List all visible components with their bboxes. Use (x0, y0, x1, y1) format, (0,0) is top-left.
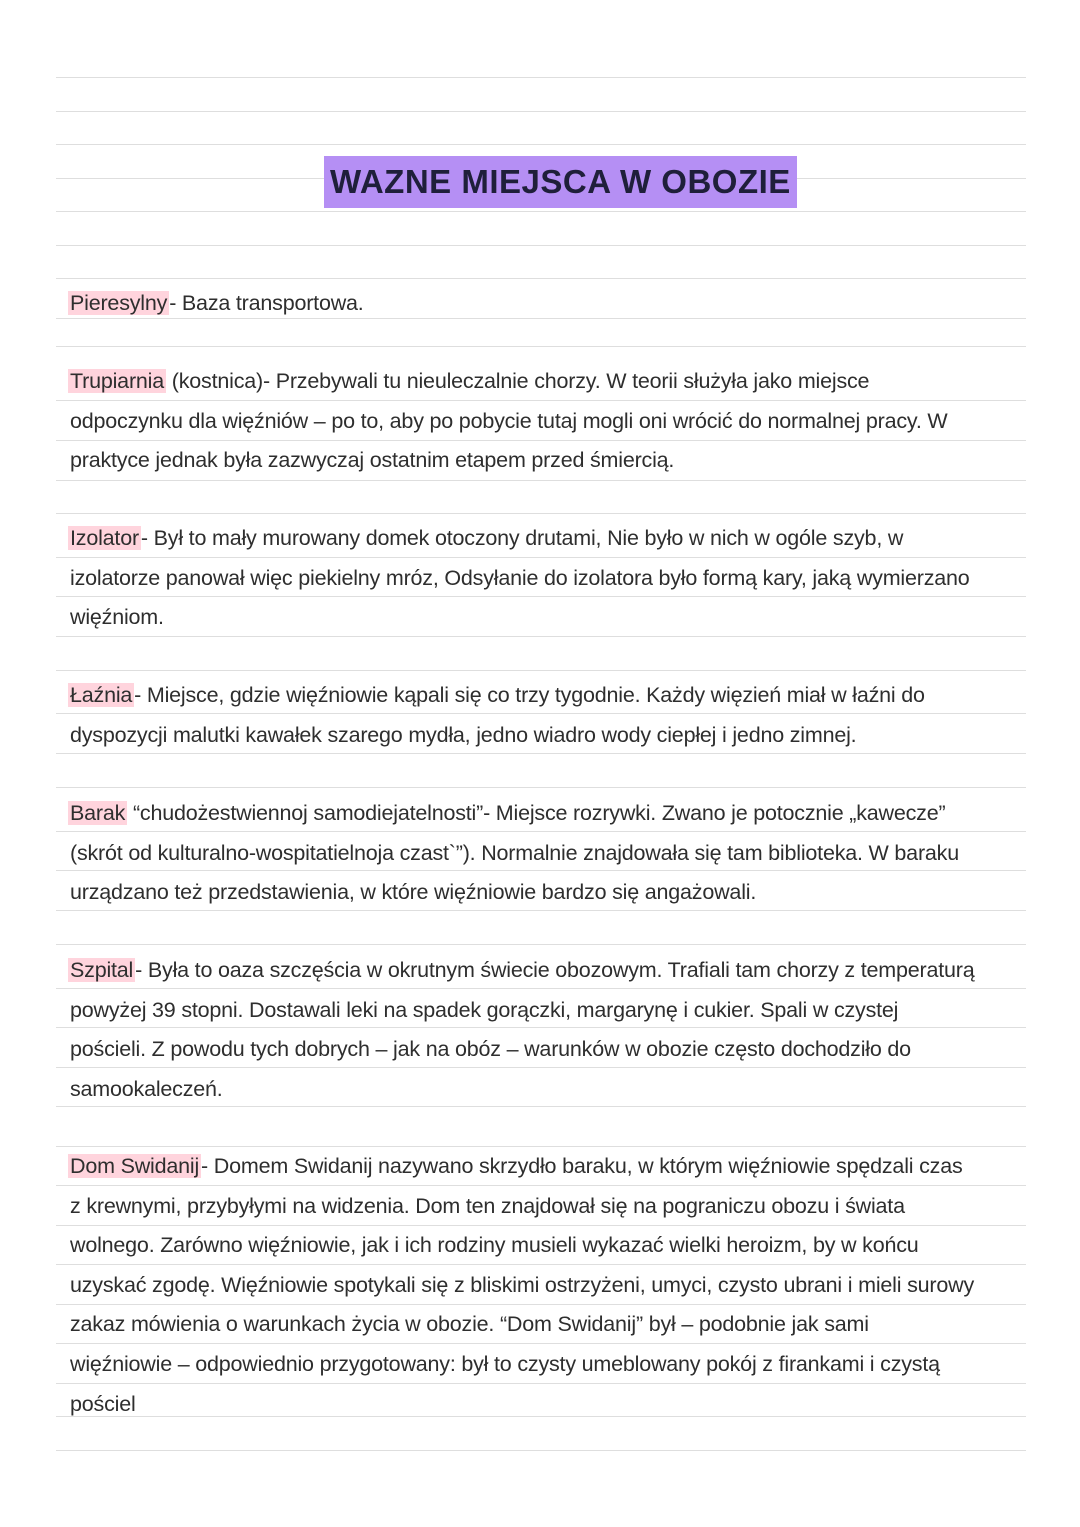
ruled-line (56, 245, 1026, 246)
ruled-line (56, 944, 1026, 945)
ruled-line (56, 670, 1026, 671)
ruled-line (56, 111, 1026, 112)
entry-pieresylny (70, 284, 975, 324)
ruled-line (56, 346, 1026, 347)
entry-term: Barak (70, 801, 126, 825)
ruled-line (56, 77, 1026, 78)
entry-term: Łaźnia (70, 683, 133, 707)
ruled-line (56, 144, 1026, 145)
entry-term: Trupiarnia (70, 369, 164, 393)
entry-barak (70, 794, 975, 913)
entry-text: “chudożestwiennoj samodiejatelnosti”- Miejsce rozrywki. Zwano je potocznie „kawecze” (skrót od kulturalno-wospitatielnoja czast`”). Normalnie znajdowała się tam biblioteka. W baraku urządzano też przedstawienia, w które więźniowie bardzo się angażowali. (70, 801, 959, 905)
entry-term: Pieresylny (70, 291, 168, 315)
entry-text: - Był to mały murowany domek otoczony drutami, Nie było w nich w ogóle szyb, w izolatorze panował więc piekielny mróz, Odsyłanie do izolatora było formą kary, jaką wymierzano więźniom. (70, 526, 970, 630)
ruled-line (56, 278, 1026, 279)
ruled-line (56, 211, 1026, 212)
ruled-line (56, 1450, 1026, 1451)
entry-dom-swidanij (70, 1147, 975, 1424)
entry-izolator (70, 519, 975, 638)
entry-term: Szpital (70, 958, 134, 982)
entry-term: Izolator (70, 526, 139, 550)
ruled-line (56, 513, 1026, 514)
entry-text: - Miejsce, gdzie więźniowie kąpali się co trzy tygodnie. Każdy więzień miał w łaźni do dyspozycji malutki kawałek szarego mydła, jedno wiadro wody ciepłej i jedno zimnej. (70, 683, 925, 747)
entry-term: Dom Swidanij (70, 1154, 200, 1178)
entry-text: (kostnica)- Przebywali tu nieuleczalnie chorzy. W teorii służyła jako miejsce odpoczynku dla więźniów – po to, aby po pobycie tutaj mogli oni wrócić do normalnej pracy. W praktyce jednak była zazwyczaj ostatnim etapem przed śmiercią. (70, 369, 948, 473)
entry-trupiarnia (70, 362, 975, 481)
entry-text: - Baza transportowa. (169, 291, 364, 315)
entry-laznia (70, 676, 975, 755)
entry-text: - Domem Swidanij nazywano skrzydło baraku, w którym więźniowie spędzali czas z krewnymi, przybyłymi na widzenia. Dom ten znajdował się na pograniczu obozu i świata wolnego. Zarówno więźniowie, jak i ich rodziny musieli wykazać wielki heroizm, by w końcu uzyskać zgodę. Więźniowie spotykali się z bliskimi ostrzyżeni, umyci, czysto ubrani i mieli surowy zakaz mówienia o warunkach życia w obozie. “Dom Swidanij” był – podobnie jak sami więźniowie – odpowiednio przygotowany: był to czysty umeblowany pokój z firankami i czystą pościel (70, 1154, 974, 1416)
entry-szpital (70, 951, 975, 1109)
entry-text: - Była to oaza szczęścia w okrutnym świecie obozowym. Trafiali tam chorzy z temperaturą powyżej 39 stopni. Dostawali leki na spadek gorączki, margarynę i cukier. Spali w czystej pościeli. Z powodu tych dobrych – jak na obóz – warunków w obozie często dochodziło do samookaleczeń. (70, 958, 975, 1101)
ruled-line (56, 787, 1026, 788)
page-title: WAZNE MIEJSCA W OBOZIE (324, 156, 797, 208)
